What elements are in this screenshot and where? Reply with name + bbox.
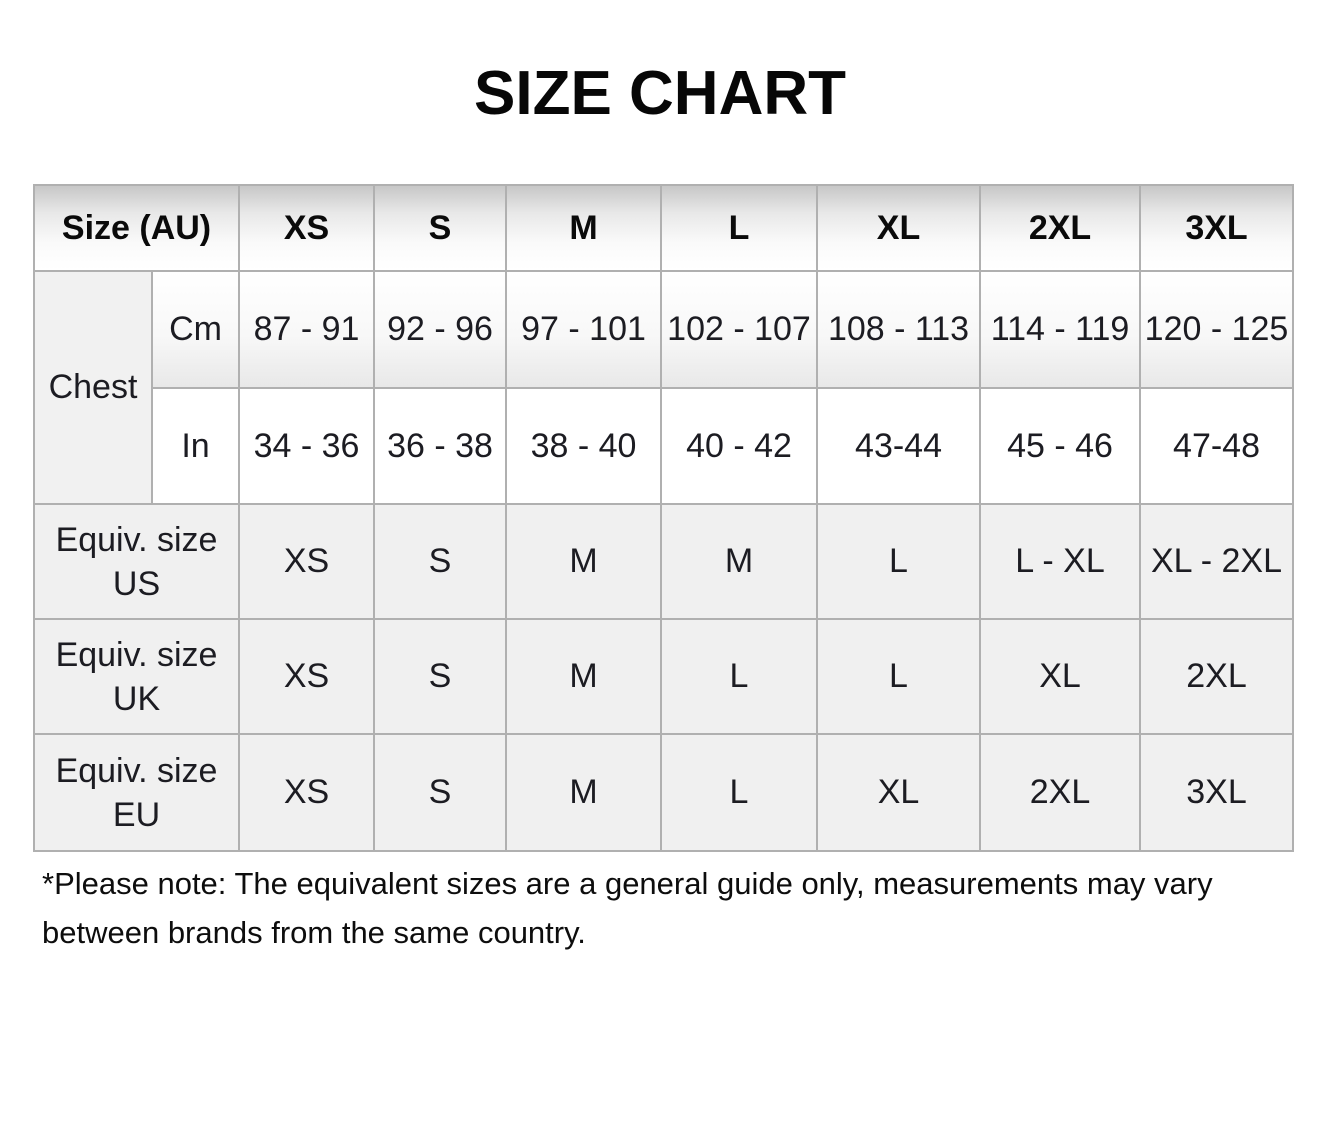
equiv-eu-l: L bbox=[661, 734, 817, 851]
chest-in-s: 36 - 38 bbox=[374, 388, 506, 504]
unit-in-cell: In bbox=[152, 388, 239, 504]
equiv-uk-3xl: 2XL bbox=[1140, 619, 1293, 734]
equiv-us-s: S bbox=[374, 504, 506, 619]
equiv-uk-label: Equiv. size UK bbox=[34, 619, 239, 734]
size-chart-table bbox=[33, 184, 1294, 852]
chest-in-row bbox=[34, 388, 1293, 504]
header-2xl: 2XL bbox=[980, 185, 1140, 271]
chest-cm-m: 97 - 101 bbox=[506, 271, 661, 388]
chest-cm-s: 92 - 96 bbox=[374, 271, 506, 388]
header-size-au: Size (AU) bbox=[34, 185, 239, 271]
equiv-us-label: Equiv. size US bbox=[34, 504, 239, 619]
header-s: S bbox=[374, 185, 506, 271]
header-row bbox=[34, 185, 1293, 271]
chest-in-xs: 34 - 36 bbox=[239, 388, 374, 504]
equiv-eu-3xl: 3XL bbox=[1140, 734, 1293, 851]
equiv-eu-2xl: 2XL bbox=[980, 734, 1140, 851]
equiv-eu-xl: XL bbox=[817, 734, 980, 851]
chest-cm-3xl: 120 - 125 bbox=[1140, 271, 1293, 388]
header-xs: XS bbox=[239, 185, 374, 271]
footnote: *Please note: The equivalent sizes are a general guide only, measurements may vary between brands from the same country. bbox=[42, 866, 1213, 951]
equiv-eu-xs: XS bbox=[239, 734, 374, 851]
equiv-uk-row bbox=[34, 619, 1293, 734]
equiv-uk-2xl: XL bbox=[980, 619, 1140, 734]
chest-in-m: 38 - 40 bbox=[506, 388, 661, 504]
equiv-us-xl: L bbox=[817, 504, 980, 619]
equiv-eu-m: M bbox=[506, 734, 661, 851]
equiv-us-m: M bbox=[506, 504, 661, 619]
chest-in-l: 40 - 42 bbox=[661, 388, 817, 504]
equiv-uk-xl: L bbox=[817, 619, 980, 734]
equiv-uk-l: L bbox=[661, 619, 817, 734]
chest-cm-2xl: 114 - 119 bbox=[980, 271, 1140, 388]
equiv-us-xs: XS bbox=[239, 504, 374, 619]
chest-in-2xl: 45 - 46 bbox=[980, 388, 1140, 504]
equiv-us-row bbox=[34, 504, 1293, 619]
header-3xl: 3XL bbox=[1140, 185, 1293, 271]
equiv-eu-row bbox=[34, 734, 1293, 851]
unit-cm-cell: Cm bbox=[152, 271, 239, 388]
equiv-us-l: M bbox=[661, 504, 817, 619]
chest-label-cell: Chest bbox=[34, 271, 152, 504]
page-title: SIZE CHART bbox=[474, 59, 846, 128]
header-xl: XL bbox=[817, 185, 980, 271]
equiv-uk-m: M bbox=[506, 619, 661, 734]
equiv-eu-label: Equiv. size EU bbox=[34, 734, 239, 851]
equiv-us-3xl: XL - 2XL bbox=[1140, 504, 1293, 619]
equiv-eu-s: S bbox=[374, 734, 506, 851]
equiv-uk-s: S bbox=[374, 619, 506, 734]
header-l: L bbox=[661, 185, 817, 271]
chest-cm-l: 102 - 107 bbox=[661, 271, 817, 388]
chest-in-3xl: 47-48 bbox=[1140, 388, 1293, 504]
chest-cm-xl: 108 - 113 bbox=[817, 271, 980, 388]
equiv-us-2xl: L - XL bbox=[980, 504, 1140, 619]
chest-cm-xs: 87 - 91 bbox=[239, 271, 374, 388]
chest-cm-row bbox=[34, 271, 1293, 388]
equiv-uk-xs: XS bbox=[239, 619, 374, 734]
header-m: M bbox=[506, 185, 661, 271]
chest-in-xl: 43-44 bbox=[817, 388, 980, 504]
